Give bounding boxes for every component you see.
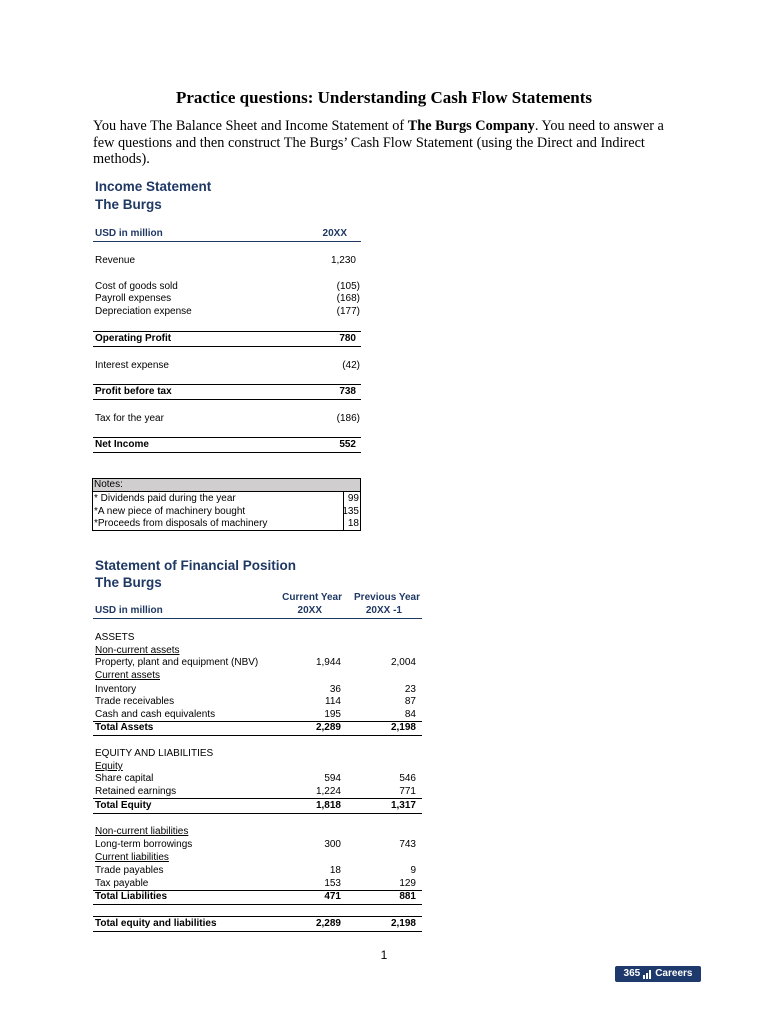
is-operating-profit-value: 780: [339, 333, 356, 344]
balance-sheet-company: The Burgs: [95, 575, 162, 590]
bs-borrowings-prev: 743: [399, 839, 416, 850]
bs-assets-label: ASSETS: [95, 632, 135, 643]
page-number: 1: [380, 948, 388, 962]
balance-sheet-heading: Statement of Financial Position: [95, 558, 297, 573]
is-rule: [93, 346, 361, 347]
bs-inventory-cur: 36: [329, 684, 341, 695]
bs-total-eq-liab-prev: 2,198: [390, 918, 416, 929]
bs-total-eq-liab-cur: 2,289: [315, 918, 341, 929]
is-cogs-value: (105): [336, 281, 360, 292]
bs-cash-prev: 84: [404, 709, 416, 720]
bs-tax-payable-cur: 153: [324, 878, 341, 889]
note-disposals-label: *Proceeds from disposals of machinery: [94, 518, 268, 529]
bs-inventory-prev: 23: [404, 684, 416, 695]
is-period-header: 20XX: [322, 228, 347, 239]
bs-ppe-label: Property, plant and equipment (NBV): [95, 657, 259, 668]
logo-number: 365: [623, 968, 641, 979]
bs-total-equity-label: Total Equity: [95, 800, 152, 811]
bs-noncurrent-liab-label: Non-current liabilities: [95, 826, 189, 837]
bs-trade-payables-label: Trade payables: [95, 865, 164, 876]
bs-share-capital-prev: 546: [399, 773, 416, 784]
is-rule: [93, 452, 361, 453]
notes-header: Notes:: [94, 479, 123, 490]
bs-rule: [93, 735, 422, 736]
bs-retained-prev: 771: [399, 786, 416, 797]
is-depreciation-value: (177): [336, 306, 360, 317]
bs-equity-label: Equity: [95, 761, 123, 772]
is-unit-label: USD in million: [95, 228, 163, 239]
bs-rule: [93, 904, 422, 905]
intro-paragraph: [93, 118, 673, 168]
bs-retained-label: Retained earnings: [95, 786, 177, 797]
bs-header-rule: [93, 618, 422, 619]
note-machinery-label: *A new piece of machinery bought: [94, 506, 246, 517]
is-net-income-label: Net Income: [95, 439, 149, 450]
note-machinery-value: 135: [342, 506, 359, 517]
is-operating-profit-label: Operating Profit: [95, 333, 172, 344]
notes-header-row: [93, 479, 360, 492]
is-net-income-value: 552: [339, 439, 356, 450]
is-header-rule: [93, 241, 361, 242]
is-rule: [93, 399, 361, 400]
bs-col-current-period: 20XX: [297, 605, 322, 616]
bs-cash-cur: 195: [324, 709, 341, 720]
is-rule: [93, 331, 361, 332]
is-rule: [93, 384, 361, 385]
is-depreciation-label: Depreciation expense: [95, 306, 192, 317]
bs-total-assets-prev: 2,198: [390, 722, 416, 733]
bs-rule: [93, 813, 422, 814]
is-payroll-value: (168): [336, 293, 360, 304]
bs-inventory-label: Inventory: [95, 684, 137, 695]
bs-unit-label: USD in million: [95, 605, 163, 616]
logo-word: Careers: [655, 968, 693, 979]
bar-chart-icon: [643, 970, 652, 979]
bs-total-liabilities-prev: 881: [399, 891, 416, 902]
is-revenue-value: 1,230: [330, 255, 356, 266]
bs-cash-label: Cash and cash equivalents: [95, 709, 216, 720]
bs-current-assets-label: Current assets: [95, 670, 161, 681]
income-statement-company: The Burgs: [95, 197, 162, 212]
bs-tax-payable-prev: 129: [399, 878, 416, 889]
brand-logo: [615, 966, 701, 982]
is-tax-value: (186): [336, 413, 360, 424]
is-pbt-value: 738: [339, 386, 356, 397]
bs-rule: [93, 916, 422, 917]
intro-text-after: . You need to answer a few questions and then construct The Burgs’ Cash Flow Statement (using the Direct and Indirect methods).: [93, 118, 664, 167]
bs-col-previous: Previous Year: [354, 592, 420, 603]
note-disposals-value: 18: [347, 518, 359, 529]
note-dividends-value: 99: [347, 493, 359, 504]
bs-total-assets-label: Total Assets: [95, 722, 154, 733]
bs-ppe-prev: 2,004: [390, 657, 416, 668]
is-interest-label: Interest expense: [95, 360, 169, 371]
is-pbt-label: Profit before tax: [95, 386, 172, 397]
intro-text-before: You have The Balance Sheet and Income Statement of: [93, 118, 408, 134]
bs-trade-payables-prev: 9: [410, 865, 416, 876]
is-cogs-label: Cost of goods sold: [95, 281, 178, 292]
note-dividends-label: * Dividends paid during the year: [94, 493, 236, 504]
bs-current-liab-label: Current liabilities: [95, 852, 169, 863]
intro-company: The Burgs Company: [407, 118, 535, 134]
bs-total-equity-cur: 1,818: [315, 800, 341, 811]
page-title: Practice questions: Understanding Cash Flow Statements: [175, 88, 593, 107]
bs-borrowings-label: Long-term borrowings: [95, 839, 193, 850]
bs-total-liabilities-cur: 471: [324, 891, 341, 902]
bs-receivables-prev: 87: [404, 696, 416, 707]
bs-share-capital-label: Share capital: [95, 773, 154, 784]
bs-receivables-label: Trade receivables: [95, 696, 175, 707]
is-revenue-label: Revenue: [95, 255, 136, 266]
bs-borrowings-cur: 300: [324, 839, 341, 850]
bs-ppe-cur: 1,944: [315, 657, 341, 668]
bs-total-equity-prev: 1,317: [390, 800, 416, 811]
bs-eq-liab-label: EQUITY AND LIABILITIES: [95, 748, 214, 759]
bs-rule: [93, 931, 422, 932]
bs-tax-payable-label: Tax payable: [95, 878, 149, 889]
bs-total-liabilities-label: Total Liabilities: [95, 891, 168, 902]
bs-trade-payables-cur: 18: [329, 865, 341, 876]
income-statement-heading: Income Statement: [95, 179, 212, 194]
is-rule: [93, 437, 361, 438]
bs-col-current: Current Year: [282, 592, 342, 603]
bs-noncurrent-assets-label: Non-current assets: [95, 645, 180, 656]
bs-rule: [93, 798, 422, 799]
is-interest-value: (42): [342, 360, 360, 371]
bs-total-assets-cur: 2,289: [315, 722, 341, 733]
is-payroll-label: Payroll expenses: [95, 293, 172, 304]
bs-share-capital-cur: 594: [324, 773, 341, 784]
bs-col-previous-period: 20XX -1: [365, 605, 402, 616]
is-tax-label: Tax for the year: [95, 413, 164, 424]
bs-total-eq-liab-label: Total equity and liabilities: [95, 918, 217, 929]
bs-receivables-cur: 114: [325, 696, 341, 707]
bs-retained-cur: 1,224: [315, 786, 341, 797]
